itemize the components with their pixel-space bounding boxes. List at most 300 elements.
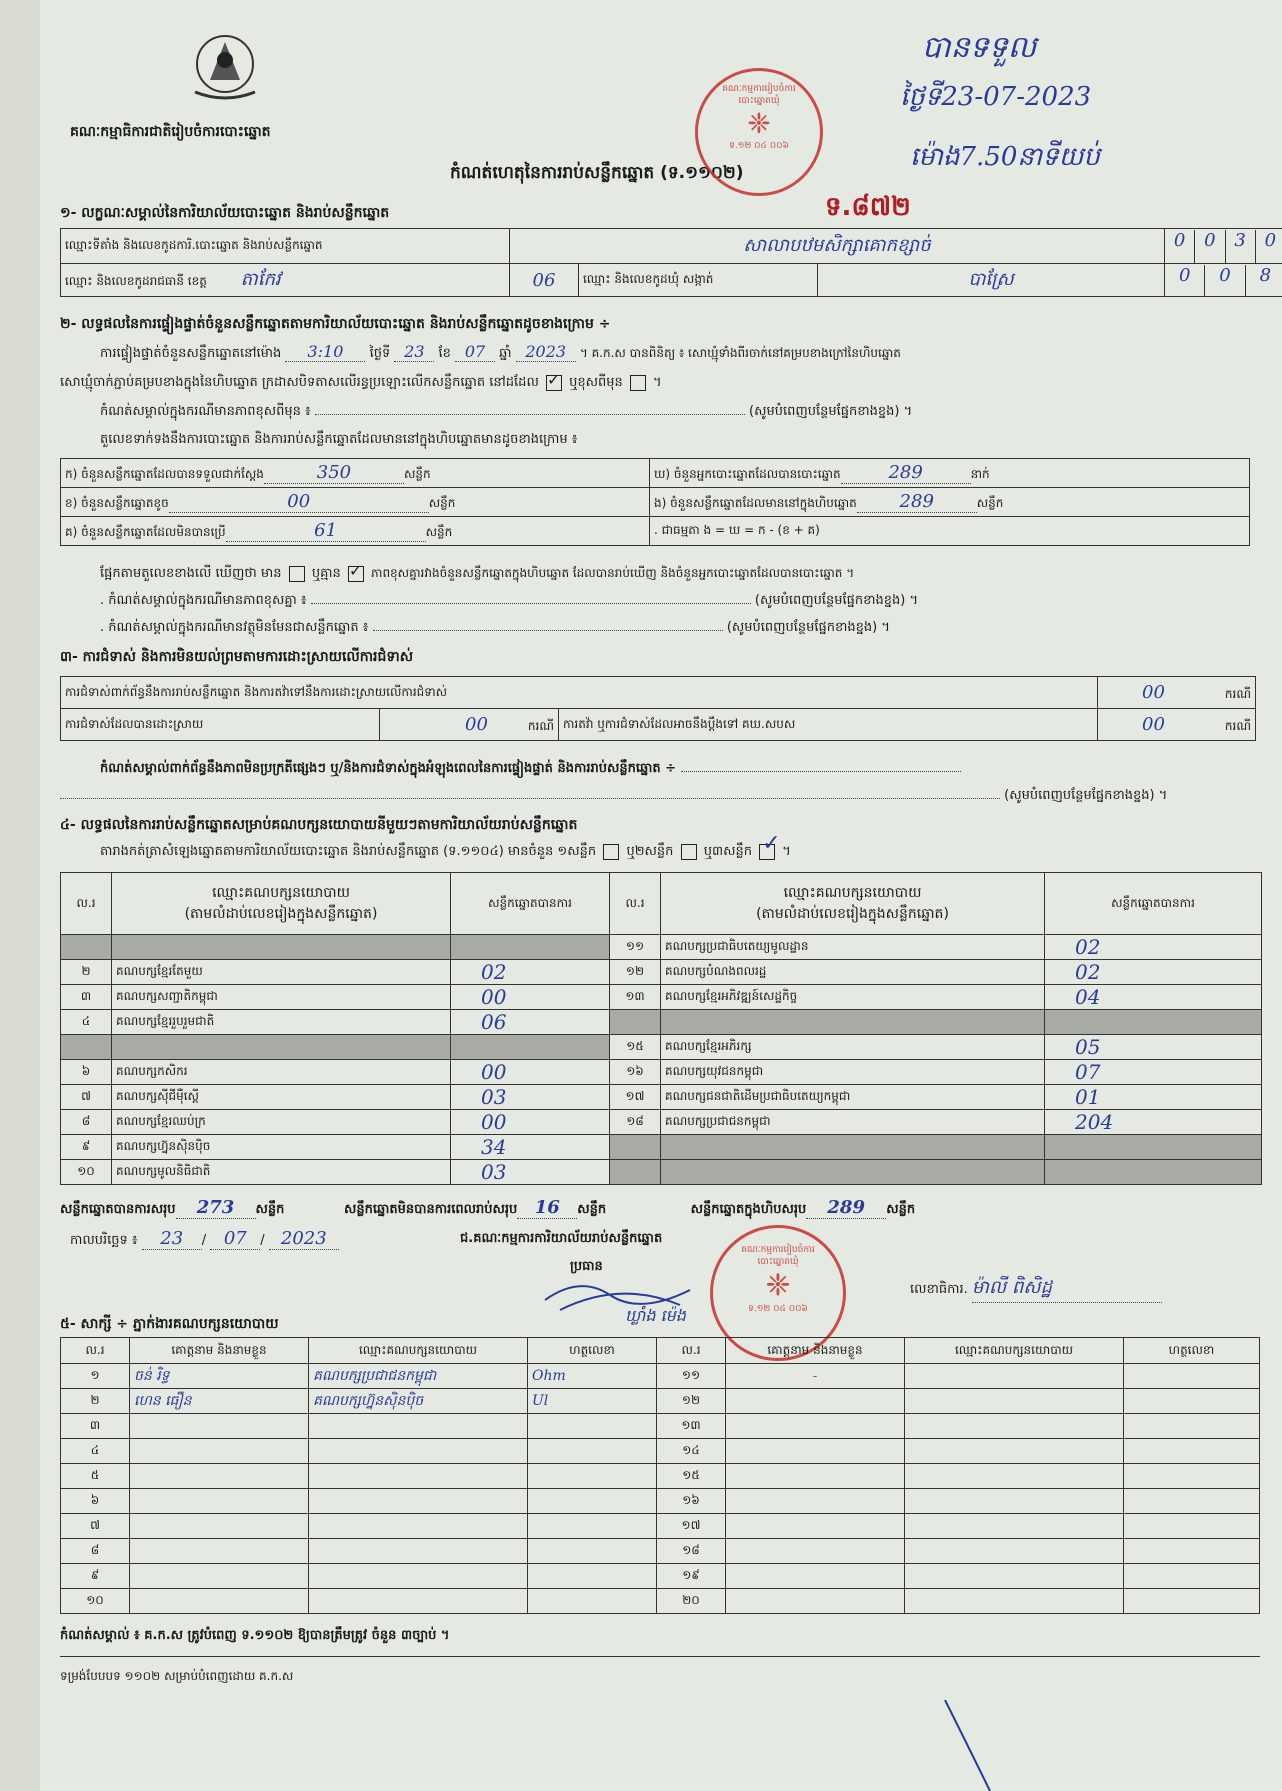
section3-title: ៣- ការជំទាស់ និងការមិនយល់ព្រមតាមការដោះស្រាយលើការជំទាស់ [60, 649, 414, 665]
witness-name [130, 1589, 309, 1614]
date-line: កាលបរិច្ឆេទ ៖ 23 / 07 / 2023 [70, 1228, 339, 1251]
col-party [661, 873, 1045, 935]
commune-code-digit: 8 [1259, 264, 1272, 286]
witness-party [309, 1489, 528, 1514]
col-no: ល.រ [61, 1338, 130, 1364]
witness-party [905, 1364, 1124, 1389]
witness-no: ៤ [61, 1439, 130, 1464]
col-no: ល.រ [61, 873, 112, 935]
check-a: ផ្អែកតាមតួលេខខាងលើ ឃើញថា មាន [100, 566, 282, 581]
witness-no: ១៦ [657, 1489, 726, 1514]
appeal-count-cell [1097, 709, 1255, 741]
count-row-d [650, 459, 1250, 488]
witness-signature: Ohm [528, 1364, 657, 1389]
witness-no: ៥ [61, 1464, 130, 1489]
witness-name [726, 1589, 905, 1614]
witness-name [130, 1489, 309, 1514]
unit: សន្លឹក [577, 1202, 607, 1217]
note-diff: . កំណត់សម្គាល់ក្នុងករណីមានភាពខុសគ្នា ៖ [100, 593, 307, 608]
note-suffix: (សូមបំពេញបន្ថែមផ្នែកខាងខ្នង) ។ [754, 593, 919, 608]
note-nonballot: . កំណត់សម្គាល់ក្នុងករណីមានវត្ថុមិនមែនជាសន្លឹកឆ្នោត ៖ [100, 620, 369, 635]
commune-code-digit: 0 [1165, 265, 1205, 296]
party-votes [1045, 1010, 1262, 1035]
party-name: គណបក្សសញ្ជាតិកម្ពុជា [112, 985, 451, 1010]
witness-row [61, 1414, 1260, 1439]
witness-signature [1124, 1414, 1260, 1439]
witness-row [61, 1464, 1260, 1489]
col-sign: ហត្ថលេខា [1124, 1338, 1260, 1364]
unit: ករណី [1224, 686, 1251, 701]
party-no: ១៧ [610, 1085, 661, 1110]
party-results-table [60, 872, 1262, 1185]
count-label: ង) ចំនួនសន្លឹកឆ្នោតដែលមាននៅក្នុងហិបឆ្នោត [654, 496, 857, 510]
three-sheet-checkbox[interactable] [759, 844, 775, 860]
witness-party [905, 1389, 1124, 1414]
month-value: 07 [455, 342, 495, 362]
two-sheet-checkbox[interactable] [681, 844, 697, 860]
witness-no: ៦ [61, 1489, 130, 1514]
count-value: 289 [857, 491, 977, 513]
witness-no: ៣ [61, 1414, 130, 1439]
party-no: ២ [61, 960, 112, 985]
party-result-row [61, 1160, 1262, 1185]
witness-no: ១៧ [657, 1514, 726, 1539]
witness-party [309, 1564, 528, 1589]
party-votes: 02 [1045, 935, 1262, 960]
witness-no: ១៩ [657, 1564, 726, 1589]
section2-line4: តួលេខទាក់ទងនឹងការបោះឆ្នោត និងការរាប់សន្លឹកឆ្នោតដែលមាននៅក្នុងហិបឆ្នោតមានដូចខាងក្រោម ៖ [100, 432, 578, 447]
witness-signature [1124, 1389, 1260, 1414]
witness-signature [1124, 1539, 1260, 1564]
party-result-row [61, 1085, 1262, 1110]
witness-no: ១១ [657, 1364, 726, 1389]
witness-signature [1124, 1564, 1260, 1589]
count-value: 289 [841, 462, 971, 484]
total-box-label: សន្លឹកឆ្នោតក្នុងហិបសរុប [690, 1202, 807, 1217]
note-diff-line [100, 592, 918, 611]
witness-party [905, 1564, 1124, 1589]
party-votes: 00 [451, 985, 610, 1010]
footer-note: កំណត់សម្គាល់ ៖ គ.ក.ស ត្រូវបំពេញ ទ.១១០២ ឱ្យបានត្រឹមត្រូវ ចំនួន ៣ច្បាប់ ។ [60, 1628, 450, 1643]
line1-a: ការផ្ទៀងផ្ទាត់ចំនួនសន្លឹកឆ្នោតនៅម៉ោង [100, 346, 282, 361]
party-no: ៦ [61, 1060, 112, 1085]
national-emblem-icon [180, 30, 270, 105]
party-name: គណបក្សខ្មែរតែមួយ [112, 960, 451, 985]
totals-line [60, 1197, 1262, 1220]
witness-signature [1124, 1489, 1260, 1514]
station-code-digit: 0 [1195, 230, 1225, 263]
line1-b: ថ្ងៃទី [369, 346, 391, 361]
party-votes: 02 [451, 960, 610, 985]
day-value: 23 [394, 342, 434, 362]
witness-signature [1124, 1439, 1260, 1464]
witness-name [726, 1539, 905, 1564]
note-suffix: (សូមបំពេញបន្ថែមផ្នែកខាងខ្នង) ។ [726, 620, 890, 635]
witness-row [61, 1514, 1260, 1539]
secretary-label: លេខាធិការ. [910, 1282, 968, 1297]
count-unit: សន្លឹក [428, 496, 456, 510]
count-unit: នាក់ [970, 467, 990, 481]
objection-count: 00 [1142, 681, 1165, 703]
witness-party: គណបក្សប្រជាជនកម្ពុជា [309, 1364, 528, 1389]
witness-name [130, 1464, 309, 1489]
party-name [112, 1035, 451, 1060]
has-difference-checkbox[interactable] [289, 566, 305, 582]
witness-name [726, 1389, 905, 1414]
witness-table [60, 1337, 1260, 1614]
count-row-e [650, 488, 1250, 517]
col-no: ល.រ [657, 1338, 726, 1364]
station-code [1165, 229, 1282, 264]
witness-no: ១៤ [657, 1439, 726, 1464]
section3-note [100, 760, 961, 779]
witness-name: ចន់ រិទ្ធ [130, 1364, 309, 1389]
witness-no: ១៣ [657, 1414, 726, 1439]
party-votes: 34 [451, 1135, 610, 1160]
count-label: គ) ចំនួនសន្លឹកឆ្នោតដែលមិនបានប្រើ [65, 525, 226, 539]
section4-subtitle: តារាងកត់ត្រាសំឡេងឆ្នោតតាមការិយាល័យបោះឆ្នោត និងរាប់សន្លឹកឆ្នោត (ទ.១១០៤) មានចំនួន ១សន្លឹក ឬ២សន្លឹក ឬ៣សន្លឹក ✓ ។ [100, 843, 791, 862]
party-name [661, 1160, 1045, 1185]
count-row-formula: . ជាធម្មតា ង = ឃ = ក - (ខ + គ) [650, 517, 1250, 546]
line1-e: ។ គ.ក.ស បានពិនិត្យ ៖ សោឃ្មុំទាំងពីរចាក់នៅគម្របខាងក្រៅនៃហិបឆ្នោត [579, 346, 901, 360]
commune-label: ឈ្មោះ និងលេខកូដឃុំ សង្កាត់ [579, 264, 818, 297]
page-title: កំណត់ហេតុនៃការរាប់សន្លឹកឆ្នោត (ទ.១១០២) [450, 163, 744, 183]
witness-row [61, 1589, 1260, 1614]
line1-d: ឆ្នាំ [499, 346, 512, 361]
section2-title: ២- លទ្ធផលនៃការផ្ទៀងផ្ទាត់ចំនួនសន្លឹកឆ្នោតតាមការិយាល័យបោះឆ្នោត និងរាប់សន្លឹកឆ្នោតដូចខាងក្រោម ÷ [60, 316, 611, 332]
year-value: 2023 [516, 342, 576, 362]
count-row-b [61, 488, 650, 517]
witness-no: ១៨ [657, 1539, 726, 1564]
party-no [61, 935, 112, 960]
col-party-sub: (តាមលំដាប់លេខរៀងក្នុងសន្លឹកឆ្នោត) [184, 905, 378, 922]
one-sheet-checkbox[interactable] [603, 844, 619, 860]
witness-signature: Ul [528, 1389, 657, 1414]
party-votes [451, 1035, 610, 1060]
count-value: 61 [226, 520, 426, 542]
col-no: ល.រ [610, 873, 661, 935]
pen-stroke [940, 1700, 1000, 1791]
footer-divider [60, 1656, 1260, 1657]
party-no: ៤ [61, 1010, 112, 1035]
section5-title: ៥- សាក្សី ÷ ភ្នាក់ងារគណបក្សនយោបាយ [60, 1316, 279, 1332]
witness-signature [1124, 1514, 1260, 1539]
party-no: ១២ [610, 960, 661, 985]
form-paper [40, 0, 1282, 1791]
party-no: ១៥ [610, 1035, 661, 1060]
witness-signature [528, 1539, 657, 1564]
party-no [61, 1035, 112, 1060]
witness-name [130, 1539, 309, 1564]
witness-signature [1124, 1589, 1260, 1614]
party-votes: 07 [1045, 1060, 1262, 1085]
witness-name: - [726, 1364, 905, 1389]
party-result-row [61, 1110, 1262, 1135]
note-nonballot-line [100, 619, 890, 638]
witness-row [61, 1539, 1260, 1564]
party-votes: 01 [1045, 1085, 1262, 1110]
total-invalid: 16 [517, 1197, 577, 1219]
same-checkbox[interactable] [546, 375, 562, 391]
col-sign: ហត្ថលេខា [528, 1338, 657, 1364]
difference-check-line [100, 565, 854, 584]
witness-no: ១០ [61, 1589, 130, 1614]
party-name: គណបក្សខ្មែរឈប់ក្រ [112, 1110, 451, 1135]
party-no: ១០ [61, 1160, 112, 1185]
chair-name: ឃ្លាំង ម៉េង [625, 1306, 686, 1325]
witness-no: ១២ [657, 1389, 726, 1414]
subtitle-c: ឬ៣សន្លឹក [703, 844, 752, 859]
party-name: គណបក្សស៊ីជីម៉ឺស្តើ [112, 1085, 451, 1110]
province-value: តាកែវ [240, 268, 281, 290]
witness-name [726, 1514, 905, 1539]
witness-party [905, 1414, 1124, 1439]
party-name [661, 1010, 1045, 1035]
province-code: 06 [510, 264, 579, 297]
note-suffix: (សូមបំពេញបន្ថែមផ្នែកខាងខ្នង) ។ [1004, 788, 1168, 803]
station-code-digit: 3 [1226, 230, 1256, 263]
col-name: គោត្តនាម និងនាមខ្លួន [130, 1338, 309, 1364]
party-votes: 03 [451, 1160, 610, 1185]
col-party-title: ឈ្មោះគណបក្សនយោបាយ [783, 884, 922, 901]
appeal-count: 00 [1142, 713, 1165, 735]
subtitle-a: តារាងកត់ត្រាសំឡេងឆ្នោតតាមការិយាល័យបោះឆ្នោត និងរាប់សន្លឹកឆ្នោត (ទ.១១០៤) មានចំនួន ១សន្លឹក [100, 844, 597, 859]
party-votes: 02 [1045, 960, 1262, 985]
station-value: សាលាបឋមសិក្សាគោកខ្សាច់ [510, 229, 1165, 264]
count-value: 00 [169, 491, 429, 513]
witness-party [905, 1589, 1124, 1614]
party-no: ១១ [610, 935, 661, 960]
witness-no: ៧ [61, 1514, 130, 1539]
count-row-a [61, 459, 650, 488]
witness-party [309, 1514, 528, 1539]
party-votes [451, 935, 610, 960]
total-valid-label: សន្លឹកឆ្នោតបានការសរុប [60, 1202, 176, 1217]
party-result-row [61, 1060, 1262, 1085]
section2-line1 [100, 342, 1280, 364]
witness-row [61, 1564, 1260, 1589]
party-result-row [61, 960, 1262, 985]
counts-table [60, 458, 1250, 546]
witness-party [309, 1414, 528, 1439]
secretary-line [910, 1275, 1162, 1303]
party-votes: 00 [451, 1060, 610, 1085]
party-name [661, 1135, 1045, 1160]
witness-signature [528, 1464, 657, 1489]
total-invalid-label: សន្លឹកឆ្នោតមិនបានការពេលរាប់សរុប [343, 1202, 518, 1217]
date-label: កាលបរិច្ឆេទ ៖ [70, 1233, 138, 1248]
witness-no: ៨ [61, 1539, 130, 1564]
party-no: ១៣ [610, 985, 661, 1010]
line3-text: កំណត់សម្គាល់ក្នុងករណីមានភាពខុសពីមុន ៖ [100, 404, 311, 419]
org-name: គណៈកម្មាធិការជាតិរៀបចំការបោះឆ្នោត [70, 124, 271, 140]
witness-party [309, 1439, 528, 1464]
committee-label: ជ.គណៈកម្មការការិយាល័យរាប់សន្លឹកឆ្នោត [460, 1231, 663, 1246]
party-votes [1045, 1135, 1262, 1160]
stamp-text: គណៈកម្មការរៀបចំការបោះឆ្នោតឃុំ [741, 1245, 815, 1267]
date-month: 07 [210, 1228, 260, 1250]
witness-signature [528, 1514, 657, 1539]
party-no [610, 1135, 661, 1160]
witness-signature [1124, 1464, 1260, 1489]
witness-signature [528, 1564, 657, 1589]
changed-checkbox[interactable] [630, 375, 646, 391]
witness-party [309, 1539, 528, 1564]
witness-party [905, 1489, 1124, 1514]
party-no [610, 1160, 661, 1185]
col-party-title: ឈ្មោះគណបក្សនយោបាយ [212, 884, 350, 901]
party-name: គណបក្សប្រជាធិបតេយ្យមូលដ្ឋាន [661, 935, 1045, 960]
line1-c: ខែ [438, 346, 451, 361]
party-name: គណបក្សខ្មែររួបរួមជាតិ [112, 1010, 451, 1035]
party-result-row [61, 1135, 1262, 1160]
witness-party [905, 1514, 1124, 1539]
unit: សន្លឹក [255, 1202, 285, 1217]
col-votes: សន្លឹកឆ្នោតបានការ [451, 873, 610, 935]
party-name: គណបក្សប្រជាជនកម្ពុជា [661, 1110, 1045, 1135]
party-votes: 05 [1045, 1035, 1262, 1060]
count-label: ឃ) ចំនួនអ្នកបោះឆ្នោតដែលបានបោះឆ្នោត [654, 467, 841, 481]
col-party: ឈ្មោះគណបក្សនយោបាយ [905, 1338, 1124, 1364]
official-stamp-top: គណៈកម្មការរៀបចំការបោះឆ្នោតឃុំ ❈ ទ.១២ ០៤ ០០៦ [695, 68, 823, 196]
party-name: គណបក្សកសិករ [112, 1060, 451, 1085]
line2-or: ឬខុសពីមុន [569, 375, 623, 390]
party-name: គណបក្សយុវជនកម្ពុជា [661, 1060, 1045, 1085]
resolved-count: 00 [465, 713, 488, 735]
section2-line2: សោឃ្មុំចាក់ភ្ជាប់គម្របខាងក្នុងនៃហិបឆ្នោត ក្រដាសបិទតាសលើរន្ធប្រឡោះលើកសន្លឹកឆ្នោត នៅដដែល ✓ ឬខុសពីមុន ។ [60, 374, 662, 393]
party-name [112, 935, 451, 960]
secretary-name: ម៉ាលី ពិសិដ្ឋ [972, 1275, 1162, 1303]
commune-code [1165, 264, 1282, 297]
total-box: 289 [806, 1197, 886, 1219]
section2-line3 [100, 403, 912, 422]
party-no: ៩ [61, 1135, 112, 1160]
witness-signature [528, 1589, 657, 1614]
party-votes [1045, 1160, 1262, 1185]
witness-no: ១៥ [657, 1464, 726, 1489]
check-c: ភាពខុសគ្នារវាងចំនួនសន្លឹកឆ្នោតក្នុងហិបឆ្នោត ដែលបានរាប់ឃើញ និងចំនួនអ្នកបោះឆ្នោតដែលបានបោះឆ្នោត ។ [371, 566, 855, 580]
subtitle-b: ឬ២សន្លឹក [626, 844, 674, 859]
check-b: ឬគ្មាន [311, 566, 341, 581]
count-label: ក) ចំនួនសន្លឹកឆ្នោតដែលបានទទួលជាក់ស្ដែង [65, 467, 264, 481]
party-result-row [61, 985, 1262, 1010]
station-code-digit: 0 [1264, 229, 1277, 251]
chair-label: ប្រធាន [570, 1259, 603, 1274]
total-valid: 273 [176, 1197, 256, 1219]
section1-title: ១- លក្ខណៈសម្គាល់នៃការិយាល័យបោះឆ្នោត និងរាប់សន្លឹកឆ្នោត [60, 205, 390, 221]
objections-table [60, 676, 1256, 741]
party-no [610, 1010, 661, 1035]
no-difference-checkbox[interactable] [348, 566, 364, 582]
objection-label: ការជំទាស់ពាក់ព័ន្ធនឹងការរាប់សន្លឹកឆ្នោត និងការតវ៉ាទៅនឹងការដោះស្រាយលើការជំទាស់ [61, 677, 1098, 709]
witness-name [726, 1564, 905, 1589]
witness-signature [1124, 1364, 1260, 1389]
witness-row [61, 1489, 1260, 1514]
resolved-label: ការជំទាស់ដែលបានដោះស្រាយ [61, 709, 380, 741]
commune-code-digit: 0 [1205, 265, 1245, 296]
witness-no: ២០ [657, 1589, 726, 1614]
witness-name [130, 1439, 309, 1464]
section4-title: ៤- លទ្ធផលនៃការរាប់សន្លឹកឆ្នោតសម្រាប់គណបក្សនយោបាយនីមួយៗតាមការិយាល័យរាប់សន្លឹកឆ្នោត [60, 817, 578, 833]
party-name: គណបក្សបំណងពលរដ្ឋ [661, 960, 1045, 985]
party-no: ៧ [61, 1085, 112, 1110]
party-votes: 04 [1045, 985, 1262, 1010]
party-name: គណបក្សហ្វ៊ុនស៊ិនប៉ិច [112, 1135, 451, 1160]
count-value: 350 [264, 462, 404, 484]
station-code-digit: 0 [1165, 230, 1195, 263]
count-unit: សន្លឹក [425, 525, 453, 539]
footer-form-ref: ទម្រង់បែបបទ ១១០២ សម្រាប់បំពេញដោយ គ.ក.ស [60, 1669, 294, 1683]
time-value: 3:10 [285, 342, 365, 362]
col-party: ឈ្មោះគណបក្សនយោបាយ [309, 1338, 528, 1364]
party-votes: 00 [451, 1110, 610, 1135]
witness-party [905, 1439, 1124, 1464]
resolved-count-cell [380, 709, 559, 741]
witness-party: គណបក្សហ្វ៊ុនស៊ិនប៉ិច [309, 1389, 528, 1414]
receipt-line3: ម៉ោង7.50នាទីយប់ [910, 142, 1100, 172]
count-unit: សន្លឹក [976, 496, 1004, 510]
party-result-row [61, 1010, 1262, 1035]
stamp-text: គណៈកម្មការរៀបចំការបោះឆ្នោតឃុំ [722, 84, 796, 106]
irregularity-note: កំណត់សម្គាល់ពាក់ព័ន្ធនឹងភាពមិនប្រក្រតីផ្សេងៗ ឬ/និងការជំទាស់ក្នុងអំឡុងពេលនៃការផ្ទៀងផ្ទាត់ និងការរាប់សន្លឹកឆ្នោត ÷ [100, 761, 677, 776]
witness-party [309, 1464, 528, 1489]
party-no: ១៦ [610, 1060, 661, 1085]
witness-name [130, 1514, 309, 1539]
province-label [61, 264, 510, 297]
party-result-row [61, 1035, 1262, 1060]
count-label: ខ) ចំនួនសន្លឹកឆ្នោតខូច [65, 496, 169, 510]
witness-signature [528, 1489, 657, 1514]
receipt-line1: បានទទួល [922, 30, 1037, 65]
witness-party [309, 1589, 528, 1614]
witness-no: ៩ [61, 1564, 130, 1589]
party-result-row [61, 935, 1262, 960]
witness-row [61, 1439, 1260, 1464]
witness-row [61, 1364, 1260, 1389]
count-unit: សន្លឹក [403, 467, 431, 481]
unit: ករណី [527, 718, 554, 733]
official-stamp-bottom: គណៈកម្មការរៀបចំការបោះឆ្នោតឃុំ ❈ ទ.១២ ០៤ ០០៦ [710, 1225, 846, 1361]
col-party [112, 873, 451, 935]
count-row-c [61, 517, 650, 546]
date-day: 23 [142, 1228, 202, 1250]
party-votes: 06 [451, 1010, 610, 1035]
station-label: ឈ្មោះទីតាំង និងលេខកូដការិ.បោះឆ្នោត និងរាប់សន្លឹកឆ្នោត [61, 229, 510, 264]
party-name: គណបក្សជនជាតិដើមប្រជាធិបតេយ្យកម្ពុជា [661, 1085, 1045, 1110]
col-name: គោត្តនាម និងនាមខ្លួន [726, 1338, 905, 1364]
col-party-sub: (តាមលំដាប់លេខរៀងក្នុងសន្លឹកឆ្នោត) [756, 905, 949, 922]
party-no: ៣ [61, 985, 112, 1010]
section3-note-line2 [60, 787, 1167, 806]
witness-name [726, 1464, 905, 1489]
witness-no: ២ [61, 1389, 130, 1414]
witness-name: ហេន ធឿន [130, 1389, 309, 1414]
party-votes: 03 [451, 1085, 610, 1110]
witness-party [905, 1539, 1124, 1564]
witness-name [130, 1414, 309, 1439]
party-name: គណបក្សខ្មែរអភិរក្ស [661, 1035, 1045, 1060]
party-no: ៨ [61, 1110, 112, 1135]
section1-table [60, 228, 1282, 297]
party-name: គណបក្សខ្មែរអភិវឌ្ឍន៍សេដ្ឋកិច្ច [661, 985, 1045, 1010]
commune-value: បាស្រែ [818, 264, 1165, 297]
witness-signature [528, 1439, 657, 1464]
unit: ករណី [1224, 718, 1251, 733]
party-no: ១៨ [610, 1110, 661, 1135]
line2-text: សោឃ្មុំចាក់ភ្ជាប់គម្របខាងក្នុងនៃហិបឆ្នោត ក្រដាសបិទតាសលើរន្ធប្រឡោះលើកសន្លឹកឆ្នោត នៅដដែល [60, 375, 539, 390]
red-code-mark: ទ.៨៧២ [825, 192, 911, 222]
witness-party [905, 1464, 1124, 1489]
